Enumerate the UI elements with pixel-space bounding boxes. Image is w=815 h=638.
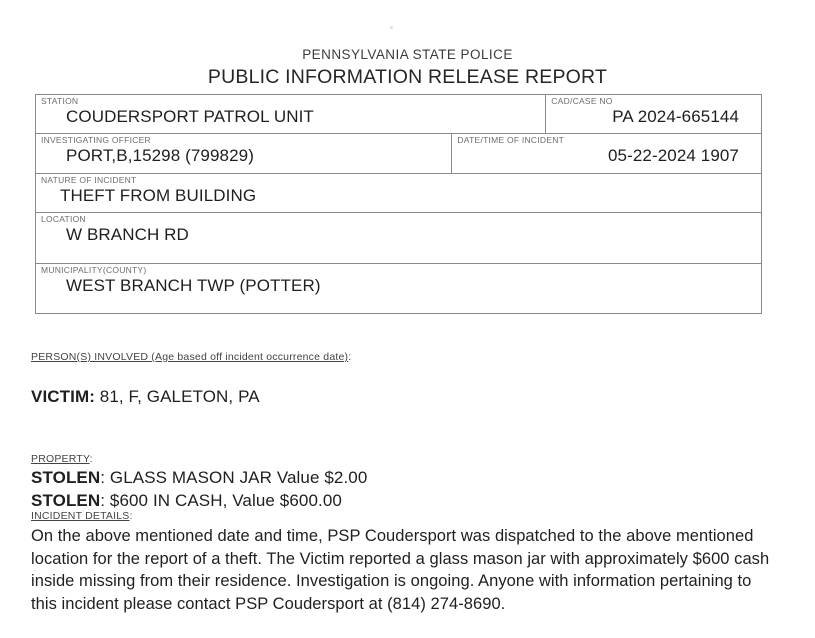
document-header	[0, 47, 815, 89]
property-item-status: STOLEN	[31, 468, 101, 487]
persons-involved-section	[31, 350, 783, 364]
persons-involved-label	[31, 350, 783, 364]
nature-of-incident-label: NATURE OF INCIDENT	[41, 175, 137, 185]
location-cell	[36, 213, 761, 263]
table-row	[36, 134, 761, 174]
victim-role: VICTIM:	[31, 387, 95, 406]
table-row	[36, 264, 761, 314]
property-section	[31, 452, 783, 512]
station-value: COUDERSPORT PATROL UNIT	[66, 107, 314, 126]
victim-entry	[31, 385, 783, 408]
date-time-of-incident-label: DATE/TIME OF INCIDENT	[457, 135, 565, 145]
agency-name: PENNSYLVANIA STATE POLICE	[302, 47, 513, 62]
nature-of-incident-cell	[36, 174, 761, 212]
table-row	[36, 213, 761, 264]
property-label	[31, 452, 783, 466]
station-cell	[36, 95, 545, 133]
investigating-officer-value: PORT,B,15298 (799829)	[66, 146, 254, 165]
persons-involved-label-colon: :	[348, 351, 352, 363]
table-row	[36, 95, 761, 134]
list-item	[31, 466, 783, 489]
location-value: W BRANCH RD	[66, 225, 189, 244]
date-time-of-incident-cell	[451, 134, 761, 173]
property-item-status: STOLEN	[31, 491, 101, 510]
property-label-colon: :	[89, 453, 93, 465]
incident-summary-table	[35, 94, 762, 314]
incident-details-label-text: INCIDENT DETAILS	[31, 510, 130, 522]
property-label-text: PROPERTY	[31, 453, 90, 465]
list-item	[31, 385, 783, 408]
municipality-county-value: WEST BRANCH TWP (POTTER)	[66, 276, 321, 295]
municipality-county-cell	[36, 264, 761, 313]
location-label: LOCATION	[41, 214, 86, 224]
investigating-officer-cell	[36, 134, 451, 173]
victim-detail: 81, F, GALETON, PA	[94, 387, 260, 406]
cad-case-no-cell	[545, 95, 761, 133]
persons-involved-label-text: PERSON(S) INVOLVED (Age based off incident occurrence date)	[31, 351, 349, 363]
investigating-officer-label: INVESTIGATING OFFICER	[41, 135, 151, 145]
scan-speck	[390, 26, 393, 29]
page-title: PUBLIC INFORMATION RELEASE REPORT	[207, 66, 608, 88]
table-row	[36, 174, 761, 213]
nature-of-incident-value: THEFT FROM BUILDING	[60, 186, 257, 205]
municipality-county-label: MUNICIPALITY(COUNTY)	[41, 265, 147, 275]
cad-case-no-label: CAD/CASE NO	[551, 96, 613, 106]
incident-details-label-colon: :	[129, 510, 133, 522]
date-time-of-incident-value: 05-22-2024 1907	[607, 146, 739, 165]
incident-narrative-text: On the above mentioned date and time, PSP Coudersport was dispatched to the above mentioned location for the report of a theft. The Victim reported a glass mason jar with approximately $600 cash inside missing from their residence. Investigation is ongoing. Anyone with information pertaining to this incident please contact PSP Coudersport at (814) 274-8690.	[31, 527, 770, 613]
property-item-description: : GLASS MASON JAR Value $2.00	[100, 468, 368, 487]
incident-details-label	[31, 509, 783, 523]
incident-details-section	[31, 509, 783, 523]
cad-case-no-value: PA 2024-665144	[612, 107, 739, 126]
property-item-description: : $600 IN CASH, Value $600.00	[100, 491, 342, 510]
incident-narrative-block	[31, 525, 783, 615]
station-label: STATION	[41, 96, 79, 106]
